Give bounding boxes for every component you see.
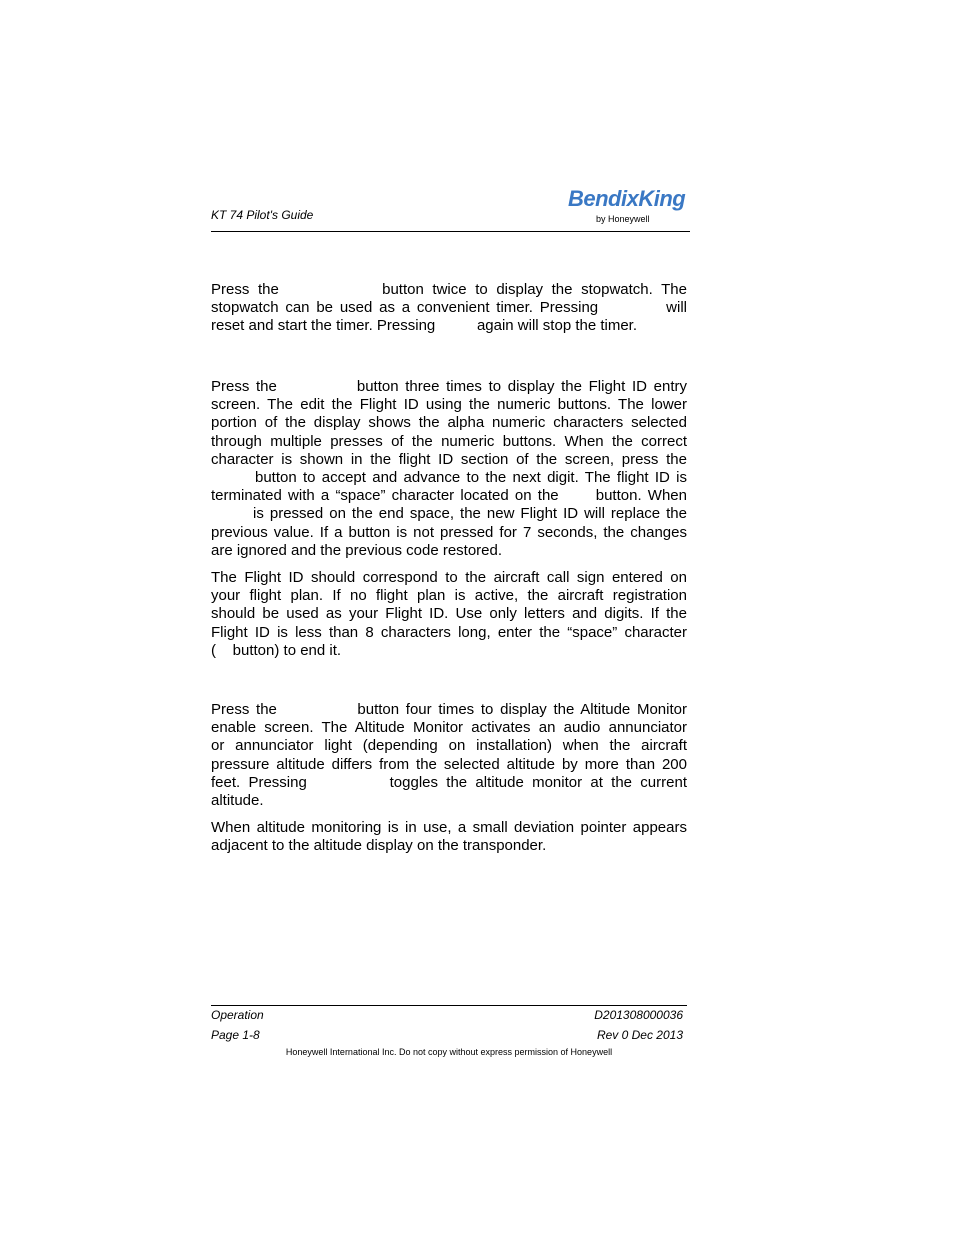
text-line: adjacent to the altitude display on the transponder. (211, 837, 547, 855)
text-line: Flight ID is less than 8 characters long, enter the “space” character (211, 623, 687, 641)
text-line: Press the button three times to display the Flight ID entry (211, 378, 687, 395)
text-line: reset and start the timer. Pressing again will stop the timer. (211, 317, 638, 335)
text-line: previous value. If a button is not pressed for 7 seconds, the changes (211, 523, 687, 541)
text-line: character is shown in the flight ID section of the screen, press the (211, 450, 687, 468)
text-line: button to accept and advance to the next digit. The flight ID is (211, 468, 687, 486)
logo-wordmark: BendixKing (568, 186, 686, 211)
flight-id-guidance-paragraph (211, 569, 687, 660)
text-line: altitude. (211, 791, 264, 809)
text-line: portion of the display shows the alpha numeric characters selected (211, 414, 687, 432)
text-line: are ignored and the previous code restored. (211, 541, 503, 559)
text-line: Press the button twice to display the stopwatch. The (211, 281, 687, 298)
text-line: ( button) to end it. (211, 641, 342, 659)
text-line: or annunciator light (depending on installation) when the aircraft (211, 737, 687, 755)
text-line: through multiple presses of the numeric buttons. When the correct (211, 432, 687, 450)
footer-page-number: Page 1-8 (211, 1028, 260, 1042)
text-line: your flight plan. If no flight plan is active, the aircraft registration (211, 587, 687, 605)
text-line: Press the button four times to display the Altitude Monitor (211, 701, 687, 718)
text-line: The Flight ID should correspond to the aircraft call sign entered on (211, 569, 687, 586)
logo-byline: by Honeywell (596, 214, 650, 224)
text-line: enable screen. The Altitude Monitor activates an audio annunciator (211, 719, 687, 737)
text-line: terminated with a “space” character located on the button. When (211, 487, 687, 505)
text-line: stopwatch can be used as a convenient timer. Pressing will (211, 299, 687, 317)
footer-copyright: Honeywell International Inc. Do not copy without express permission of Honeywell (285, 1047, 613, 1057)
header-divider (211, 231, 690, 232)
footer-revision: Rev 0 Dec 2013 (596, 1028, 683, 1042)
text-line: When altitude monitoring is in use, a small deviation pointer appears (211, 819, 687, 836)
footer-divider (211, 1005, 687, 1006)
deviation-pointer-paragraph (211, 819, 687, 855)
bendixking-logo (568, 186, 684, 228)
header-title: KT 74 Pilot's Guide (211, 208, 314, 222)
text-line: feet. Pressing toggles the altitude monitor at the current (211, 773, 687, 791)
footer-doc-number: D201308000036 (594, 1008, 683, 1022)
flight-id-paragraph (211, 378, 687, 560)
altitude-monitor-paragraph (211, 701, 687, 810)
text-line: pressure altitude differs from the selected altitude by more than 200 (211, 755, 687, 773)
text-line: is pressed on the end space, the new Flight ID will replace the (211, 505, 687, 523)
text-line: should be used as your Flight ID. Use only letters and digits. If the (211, 605, 687, 623)
stopwatch-paragraph (211, 281, 687, 336)
text-line: screen. The edit the Flight ID using the numeric buttons. The lower (211, 396, 687, 414)
footer-section: Operation (211, 1008, 264, 1022)
